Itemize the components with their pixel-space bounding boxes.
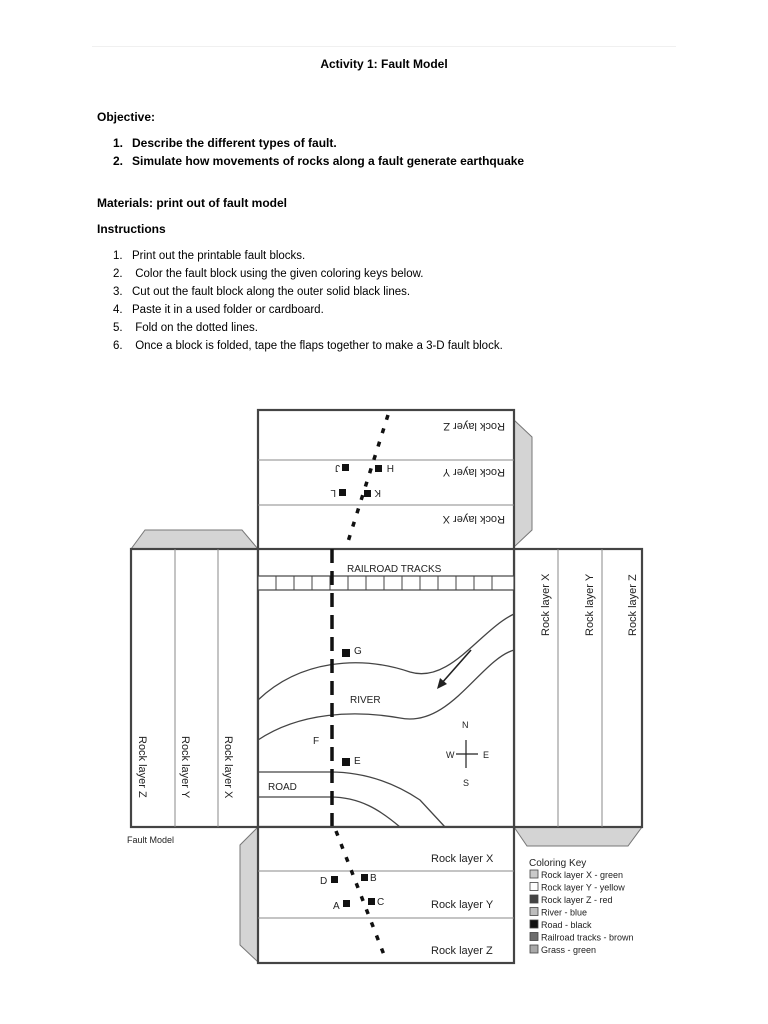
point-label-g: G bbox=[354, 646, 362, 657]
flap-bottom-left bbox=[240, 827, 258, 962]
right-layer-y-label: Rock layer Y bbox=[584, 573, 596, 636]
flap-top-right bbox=[514, 420, 532, 547]
fault-model-caption: Fault Model bbox=[127, 835, 175, 845]
list-item: 4. Paste it in a used folder or cardboard. bbox=[113, 304, 324, 316]
point-marker bbox=[339, 489, 346, 496]
list-item: 3. Cut out the fault block along the outer solid black lines. bbox=[113, 286, 411, 298]
key-swatch bbox=[530, 945, 538, 953]
flap-right bbox=[514, 827, 642, 846]
instructions-heading: Instructions bbox=[97, 222, 166, 236]
bottom-panel bbox=[258, 827, 514, 963]
left-layer-z-label: Rock layer Z bbox=[136, 736, 148, 798]
left-layer-x-label: Rock layer X bbox=[222, 736, 234, 799]
point-marker bbox=[342, 649, 350, 657]
key-label: Grass - green bbox=[541, 945, 597, 955]
key-label: River - blue bbox=[541, 907, 588, 918]
bottom-layer-y-label: Rock layer Y bbox=[431, 899, 494, 911]
point-marker bbox=[361, 874, 368, 881]
key-swatch bbox=[530, 895, 538, 903]
road-label: ROAD bbox=[268, 782, 297, 793]
compass-e: E bbox=[483, 750, 490, 760]
point-label-b: B bbox=[370, 873, 377, 884]
key-label: Road - black bbox=[541, 920, 592, 930]
key-swatch bbox=[530, 870, 538, 878]
flap-top-left bbox=[131, 530, 258, 549]
list-item: 1. Describe the different types of fault. bbox=[113, 136, 337, 150]
point-marker bbox=[364, 490, 371, 497]
list-item: 6. Once a block is folded, tape the flaps together to make a 3-D fault block. bbox=[113, 340, 503, 352]
key-label: Rock layer Z - red bbox=[541, 895, 613, 905]
key-label: Rock layer Y - yellow bbox=[541, 882, 625, 893]
river-label: RIVER bbox=[350, 695, 381, 706]
key-swatch bbox=[530, 920, 538, 928]
point-label-h: H bbox=[386, 462, 394, 473]
key-label: Rock layer X - green bbox=[541, 870, 624, 880]
railroad-label: RAILROAD TRACKS bbox=[347, 564, 442, 575]
key-swatch bbox=[530, 908, 538, 916]
top-panel bbox=[258, 410, 514, 550]
point-label-d: D bbox=[320, 876, 328, 887]
compass-s: S bbox=[463, 778, 470, 788]
compass-n: N bbox=[462, 720, 469, 730]
list-item: 2. Simulate how movements of rocks along a fault generate earthquake bbox=[113, 154, 525, 168]
list-item: 1. Print out the printable fault blocks. bbox=[113, 250, 306, 262]
point-label-j: J bbox=[335, 462, 340, 473]
objective-heading: Objective: bbox=[97, 110, 156, 124]
coloring-key-title: Coloring Key bbox=[529, 858, 587, 869]
point-label-l: L bbox=[330, 487, 336, 498]
center-panel bbox=[258, 549, 514, 827]
point-label-k: K bbox=[374, 487, 381, 498]
right-layer-z-label: Rock layer Z bbox=[627, 574, 639, 636]
point-marker bbox=[375, 465, 382, 472]
left-panel bbox=[131, 549, 258, 827]
point-label-f: F bbox=[313, 736, 320, 747]
point-marker bbox=[342, 464, 349, 471]
key-swatch bbox=[530, 883, 538, 891]
point-label-e: E bbox=[354, 756, 361, 767]
railroad-tracks bbox=[258, 576, 514, 590]
point-marker bbox=[368, 898, 375, 905]
top-layer-x-label: Rock layer X bbox=[442, 513, 505, 525]
left-layer-y-label: Rock layer Y bbox=[179, 736, 191, 799]
list-item: 5. Fold on the dotted lines. bbox=[113, 322, 258, 334]
coloring-key bbox=[529, 858, 634, 955]
point-label-a: A bbox=[333, 901, 340, 912]
right-layer-x-label: Rock layer X bbox=[540, 573, 552, 636]
materials-line: Materials: print out of fault model bbox=[97, 196, 288, 210]
right-panel bbox=[514, 549, 642, 827]
top-layer-y-label: Rock layer Y bbox=[442, 466, 505, 478]
compass-w: W bbox=[446, 750, 455, 760]
bottom-layer-z-label: Rock layer Z bbox=[431, 945, 493, 957]
top-layer-z-label: Rock layer Z bbox=[443, 420, 505, 432]
point-marker bbox=[343, 900, 350, 907]
key-label: Railroad tracks - brown bbox=[541, 932, 634, 943]
list-item: 2. Color the fault block using the given coloring keys below. bbox=[113, 268, 424, 280]
bottom-layer-x-label: Rock layer X bbox=[431, 853, 494, 865]
key-swatch bbox=[530, 933, 538, 941]
point-label-c: C bbox=[377, 897, 385, 908]
page-title: Activity 1: Fault Model bbox=[320, 57, 448, 71]
point-marker bbox=[342, 758, 350, 766]
point-marker bbox=[331, 876, 338, 883]
